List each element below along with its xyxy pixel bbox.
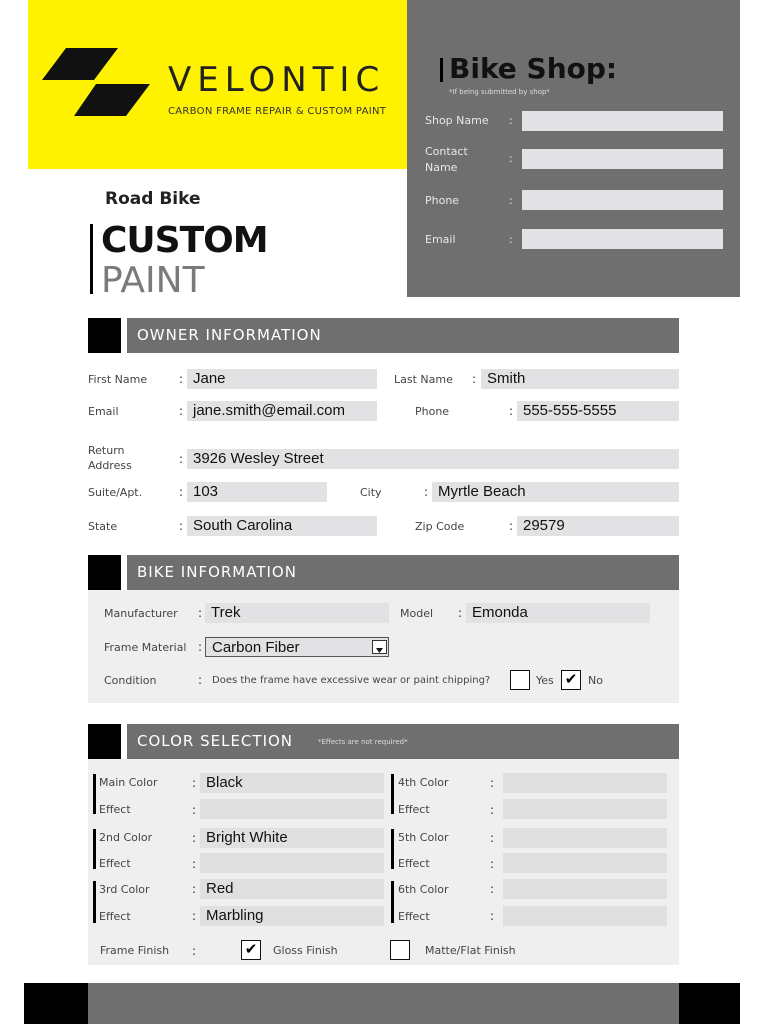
shop-phone-colon: : [509, 194, 513, 207]
condition-yes-checkbox[interactable] [510, 670, 530, 690]
second-color-colon: : [192, 831, 197, 845]
suite-input[interactable]: 103 [187, 482, 327, 502]
fourth-effect-input[interactable] [503, 799, 667, 819]
gloss-finish-label: Gloss Finish [273, 944, 338, 957]
gloss-finish-checkbox[interactable]: ✔ [241, 940, 261, 960]
main-color-label: Main Color [99, 776, 158, 789]
suite-colon: : [179, 485, 184, 499]
frame-material-select[interactable] [205, 637, 389, 657]
main-color-bar [93, 774, 96, 814]
main-color-input[interactable]: Black [200, 773, 384, 793]
footer-left-block [24, 983, 88, 1024]
main-effect-input[interactable] [200, 799, 384, 819]
email-colon: : [179, 404, 184, 418]
email-label: Email [88, 405, 119, 418]
condition-question: Does the frame have excessive wear or paint chipping? [212, 675, 491, 686]
velontic-logo-icon [38, 44, 154, 120]
title-line2: PAINT [101, 260, 205, 301]
first-name-label: First Name [88, 373, 148, 386]
city-label: City [360, 486, 382, 499]
bike-section-title: BIKE INFORMATION [137, 563, 297, 581]
fourth-color-colon: : [490, 776, 495, 790]
second-color-label: 2nd Color [99, 831, 153, 844]
third-color-input[interactable]: Red [200, 879, 384, 899]
shop-email-input[interactable] [522, 229, 723, 249]
sixth-color-bar [391, 881, 394, 923]
city-colon: : [424, 485, 429, 499]
sixth-effect-label: Effect [398, 910, 430, 923]
last-name-input[interactable]: Smith [481, 369, 679, 389]
condition-no-label: No [588, 674, 603, 687]
phone-colon: : [509, 404, 514, 418]
fifth-color-label: 5th Color [398, 831, 449, 844]
fifth-effect-colon: : [490, 857, 495, 871]
second-effect-colon: : [192, 857, 197, 871]
bike-category: Road Bike [105, 189, 201, 209]
model-colon: : [458, 606, 463, 620]
brand-tagline: CARBON FRAME REPAIR & CUSTOM PAINT [168, 106, 387, 117]
fifth-effect-label: Effect [398, 857, 430, 870]
manufacturer-colon: : [198, 606, 203, 620]
fifth-color-input[interactable] [503, 828, 667, 848]
condition-colon: : [198, 673, 203, 687]
shop-name-label: Shop Name [425, 114, 489, 127]
last-name-label: Last Name [394, 373, 453, 386]
frame-material-colon: : [198, 640, 203, 654]
state-input[interactable]: South Carolina [187, 516, 377, 536]
shop-email-colon: : [509, 233, 513, 246]
third-effect-label: Effect [99, 910, 131, 923]
main-effect-label: Effect [99, 803, 131, 816]
frame-finish-colon: : [192, 944, 197, 958]
matte-finish-checkbox[interactable] [390, 940, 410, 960]
model-input[interactable]: Emonda [466, 603, 650, 623]
shop-heading: Bike Shop: [449, 52, 618, 85]
manufacturer-label: Manufacturer [104, 607, 178, 620]
brand-name: VELONTIC [168, 60, 386, 100]
matte-finish-label: Matte/Flat Finish [425, 944, 516, 957]
second-color-bar [93, 829, 96, 869]
state-colon: : [179, 519, 184, 533]
shop-phone-input[interactable] [522, 190, 723, 210]
fourth-effect-label: Effect [398, 803, 430, 816]
condition-no-checkbox[interactable]: ✔ [561, 670, 581, 690]
return-address-label-1: Return [88, 444, 125, 457]
title-line1: CUSTOM [101, 220, 268, 261]
phone-input[interactable]: 555-555-5555 [517, 401, 679, 421]
third-color-colon: : [192, 882, 197, 896]
frame-material-value: Carbon Fiber [212, 639, 300, 656]
email-input[interactable]: jane.smith@email.com [187, 401, 377, 421]
zip-colon: : [509, 519, 514, 533]
second-color-input[interactable]: Bright White [200, 828, 384, 848]
shop-name-colon: : [509, 114, 513, 127]
city-input[interactable]: Myrtle Beach [432, 482, 679, 502]
suite-label: Suite/Apt. [88, 486, 143, 499]
frame-material-label: Frame Material [104, 641, 187, 654]
manufacturer-input[interactable]: Trek [205, 603, 389, 623]
return-address-label-2: Address [88, 459, 132, 472]
contact-name-label: Contact Name [425, 145, 468, 174]
third-color-bar [93, 881, 96, 923]
fifth-effect-input[interactable] [503, 853, 667, 873]
third-color-label: 3rd Color [99, 883, 150, 896]
footer-bar [24, 983, 740, 1024]
first-name-input[interactable]: Jane [187, 369, 377, 389]
fifth-color-colon: : [490, 831, 495, 845]
state-label: State [88, 520, 118, 533]
fourth-color-label: 4th Color [398, 776, 449, 789]
chevron-down-icon[interactable] [372, 640, 387, 654]
sixth-color-colon: : [490, 882, 495, 896]
third-effect-colon: : [192, 909, 197, 923]
fourth-effect-colon: : [490, 803, 495, 817]
main-effect-colon: : [192, 803, 197, 817]
fourth-color-input[interactable] [503, 773, 667, 793]
shop-name-input[interactable] [522, 111, 723, 131]
condition-label: Condition [104, 674, 157, 687]
frame-finish-label: Frame Finish [100, 944, 170, 957]
contact-name-input[interactable] [522, 149, 723, 169]
shop-note: *If being submitted by shop* [449, 88, 550, 96]
third-effect-input[interactable]: Marbling [200, 906, 384, 926]
main-color-colon: : [192, 776, 197, 790]
color-section-title: COLOR SELECTION [137, 732, 294, 750]
condition-yes-label: Yes [536, 674, 554, 687]
sixth-color-input[interactable] [503, 879, 667, 899]
second-effect-input[interactable] [200, 853, 384, 873]
title-accent-bar [90, 224, 93, 294]
footer-right-block [679, 983, 740, 1024]
bike-section-header [88, 555, 679, 590]
shop-phone-label: Phone [425, 194, 460, 207]
second-effect-label: Effect [99, 857, 131, 870]
first-name-colon: : [179, 372, 184, 386]
return-address-input[interactable]: 3926 Wesley Street [187, 449, 679, 469]
sixth-effect-colon: : [490, 909, 495, 923]
fifth-color-bar [391, 829, 394, 869]
shop-heading-bar [440, 58, 443, 82]
sixth-color-label: 6th Color [398, 883, 449, 896]
return-address-colon: : [179, 452, 184, 466]
owner-section-title: OWNER INFORMATION [137, 326, 322, 344]
model-label: Model [400, 607, 434, 620]
zip-label: Zip Code [415, 520, 465, 533]
last-name-colon: : [472, 372, 477, 386]
fourth-color-bar [391, 774, 394, 814]
shop-email-label: Email [425, 233, 456, 246]
color-section-note: *Effects are not required* [318, 738, 408, 746]
phone-label: Phone [415, 405, 450, 418]
contact-name-colon: : [509, 152, 513, 165]
owner-section-header [88, 318, 679, 353]
sixth-effect-input[interactable] [503, 906, 667, 926]
zip-input[interactable]: 29579 [517, 516, 679, 536]
